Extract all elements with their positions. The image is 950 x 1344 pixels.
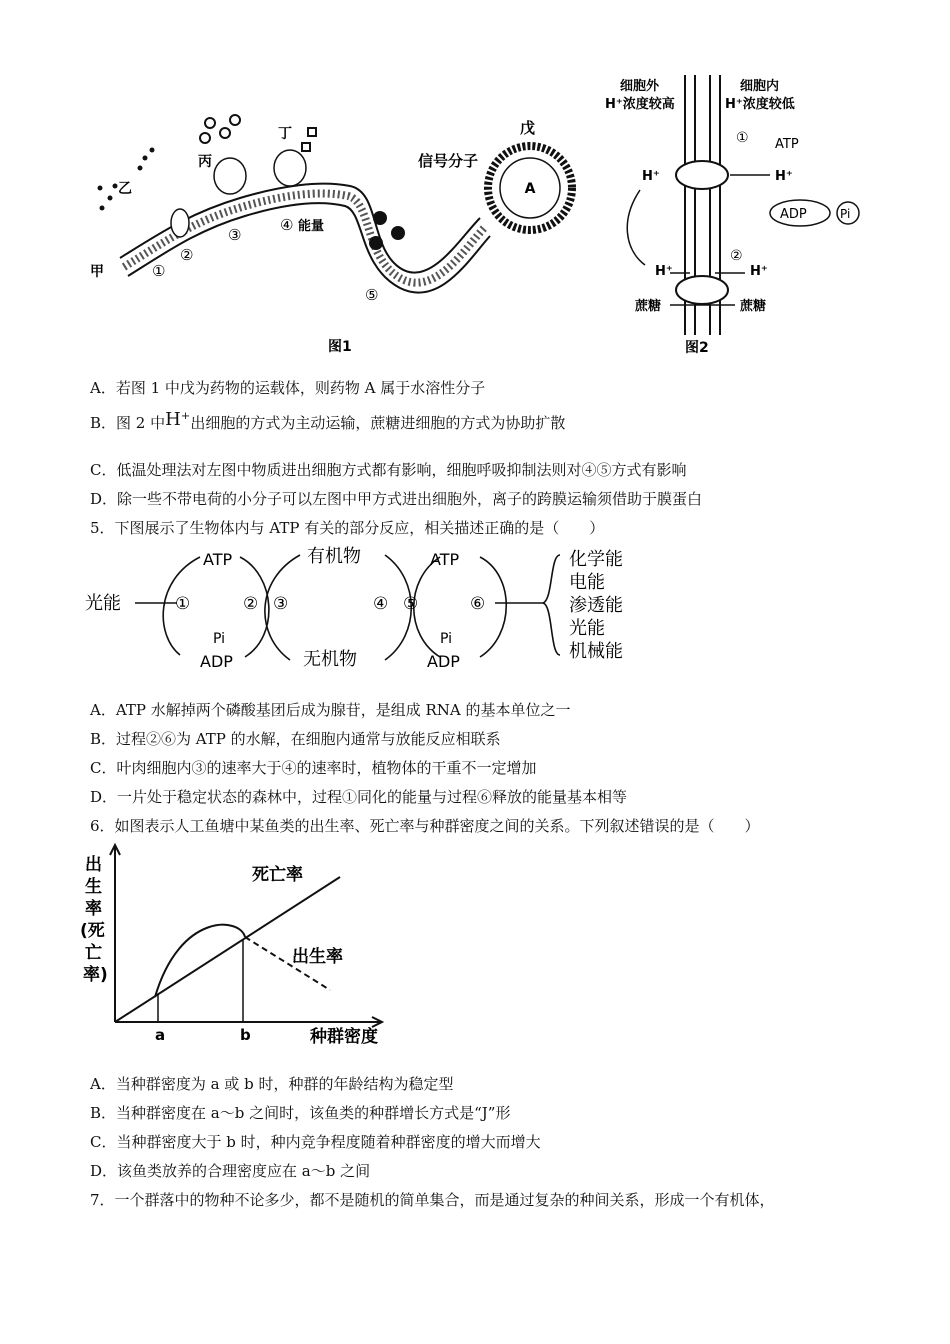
label-signal: 信号分子 — [418, 152, 479, 170]
svg-text:生: 生 — [85, 877, 102, 897]
svg-text:率: 率 — [85, 899, 102, 919]
label-c5: ⑤ — [365, 286, 379, 304]
q6-option-a: A．当种群密度为 a 或 b 时，种群的年龄结构为稳定型 — [90, 1075, 454, 1093]
q5-option-d: D．一片处于稳定状态的森林中，过程①同化的能量与过程⑥释放的能量基本相等 — [90, 788, 628, 806]
q5-stem: 5．下图展示了生物体内与 ATP 有关的部分反应，相关描述正确的是（ ） — [90, 519, 605, 537]
label-yi: 乙 — [118, 181, 132, 197]
q4-option-c: C．低温处理法对左图中物质进出细胞方式都有影响，细胞呼吸抑制法则对④⑤方式有影响 — [90, 461, 687, 479]
q7-stem: 7．一个群落中的物种不论多少，都不是随机的简单集合，而是通过复杂的种间关系，形成一个有机体， — [90, 1191, 775, 1209]
process-1: ① — [175, 594, 191, 614]
process-3: ③ — [273, 594, 289, 614]
svg-text:亡: 亡 — [85, 943, 102, 963]
process-6: ⑥ — [470, 594, 486, 614]
h-out-2: H⁺ — [655, 264, 673, 279]
svg-text:出: 出 — [85, 855, 102, 875]
energy-2: 渗透能 — [569, 595, 623, 616]
death-rate-label: 死亡率 — [252, 865, 303, 885]
outside-sub: H⁺浓度较高 — [605, 97, 675, 112]
sucrose-out: 蔗糖 — [635, 299, 662, 314]
energy-list — [569, 549, 623, 662]
label-c4: ④ — [280, 216, 294, 234]
energy-4: 机械能 — [569, 641, 623, 662]
label-A: A — [524, 181, 536, 197]
q6-option-d: D．该鱼类放养的合理密度应在 a～b 之间 — [90, 1162, 371, 1180]
q5-option-c: C．叶肉细胞内③的速率大于④的速率时，植物体的干重不一定增加 — [90, 759, 537, 777]
q6-birth-death-chart — [80, 842, 400, 1047]
inside-sub: H⁺浓度较低 — [725, 97, 795, 112]
adp-left: ADP — [200, 652, 233, 671]
h-out-1: H⁺ — [642, 169, 660, 184]
birth-rate-curve — [155, 925, 245, 997]
process-4: ④ — [373, 594, 389, 614]
tick-a: a — [155, 1026, 166, 1044]
adp-label: ADP — [780, 207, 807, 222]
molecules-bing — [200, 115, 316, 151]
label-c3: ③ — [228, 226, 242, 244]
birth-rate-label: 出生率 — [292, 947, 343, 967]
pump-c2: ② — [730, 248, 743, 264]
small-molecules — [98, 148, 155, 211]
inside-label: 细胞内 — [740, 79, 780, 94]
q4-option-a: A．若图 1 中戊为药物的运载体，则药物 A 属于水溶性分子 — [90, 379, 486, 397]
outside-label: 细胞外 — [620, 79, 660, 94]
figure-2-proton-transport — [600, 70, 860, 360]
pi-left: Pi — [213, 631, 226, 647]
x-axis-label: 种群密度 — [310, 1027, 378, 1047]
label-c1: ① — [152, 262, 166, 280]
label-ding: 丁 — [278, 126, 292, 142]
membrane — [120, 184, 490, 293]
vesicle-cluster — [369, 211, 405, 250]
h-in-1: H⁺ — [775, 169, 793, 184]
b-ion: H⁺ — [165, 409, 191, 430]
pi-label: Pi — [840, 207, 851, 221]
svg-text:(死: (死 — [80, 921, 105, 941]
fig2-caption: 图2 — [685, 340, 709, 356]
h-in-2: H⁺ — [750, 264, 768, 279]
label-bing: 丙 — [198, 154, 212, 170]
tick-b: b — [240, 1026, 251, 1044]
adp-right: ADP — [427, 652, 460, 671]
q6-option-b: B．当种群密度在 a～b 之间时，该鱼类的种群增长方式是“J”形 — [90, 1104, 511, 1122]
q5-atp-cycle-diagram — [85, 545, 645, 675]
q4-option-b: B．图 2 中H⁺出细胞的方式为主动运输，蔗糖进细胞的方式为协助扩散 — [90, 409, 566, 432]
atp-label: ATP — [775, 137, 799, 152]
organic: 有机物 — [307, 546, 361, 567]
energy-3: 光能 — [569, 618, 605, 639]
q6-option-c: C．当种群密度大于 b 时，种内竞争程度随着种群密度的增大而增大 — [90, 1133, 541, 1151]
y-axis-label — [80, 854, 108, 985]
process-2: ② — [243, 594, 259, 614]
light-energy: 光能 — [85, 593, 121, 614]
pump-c1: ① — [736, 130, 749, 146]
inorganic: 无机物 — [303, 649, 357, 670]
q4-option-d: D．除一些不带电荷的小分子可以左图中甲方式进出细胞外，离子的跨膜运输须借助于膜蛋白 — [90, 490, 703, 508]
q6-stem: 6．如图表示人工鱼塘中某鱼类的出生率、死亡率与种群密度之间的关系。下列叙述错误的是（ ） — [90, 817, 760, 835]
fig1-caption: 图1 — [328, 339, 352, 355]
label-energy: 能量 — [298, 219, 325, 234]
label-c2: ② — [180, 246, 194, 264]
sucrose-in: 蔗糖 — [740, 299, 767, 314]
process-5: ⑤ — [403, 594, 419, 614]
figure-1-membrane-transport — [80, 108, 580, 363]
energy-1: 电能 — [569, 572, 605, 593]
label-jia: 甲 — [90, 264, 104, 280]
atp-left: ATP — [203, 550, 233, 569]
svg-text:率): 率) — [83, 965, 108, 985]
q5-option-a: A．ATP 水解掉两个磷酸基团后成为腺苷，是组成 RNA 的基本单位之一 — [90, 701, 571, 719]
atp-right: ATP — [430, 550, 460, 569]
cycle-arcs — [135, 555, 560, 660]
pi-right: Pi — [440, 631, 453, 647]
label-wu: 戊 — [520, 119, 536, 137]
energy-0: 化学能 — [569, 549, 623, 570]
q5-option-b: B．过程②⑥为 ATP 的水解，在细胞内通常与放能反应相联系 — [90, 730, 501, 748]
